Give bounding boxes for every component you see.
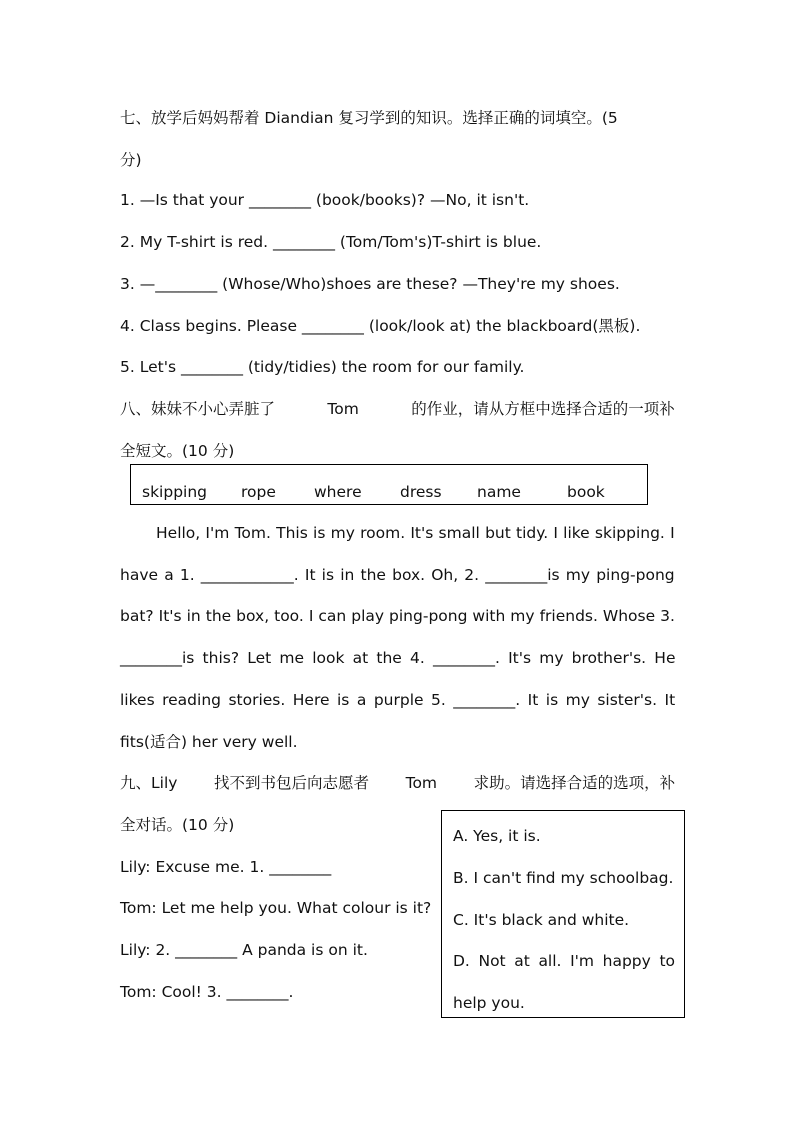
option-d-line-2: help you.	[453, 994, 525, 1012]
word-bank-box	[130, 464, 648, 505]
dialogue-line-4: Tom: Cool! 3. ________.	[120, 983, 294, 1001]
passage-line-4: ________is this? Let me look at the 4. ________. It's my brother's. He	[120, 649, 676, 667]
passage-line-1: Hello, I'm Tom. This is my room. It's small but tidy. I like skipping. I	[156, 524, 675, 542]
word-bank-word: book	[567, 483, 605, 501]
word-bank-word: where	[314, 483, 362, 501]
section-8-heading-line-2: 全短文。(10 分)	[120, 442, 235, 460]
word-bank-word: skipping	[142, 483, 208, 501]
option-c: C. It's black and white.	[453, 911, 630, 929]
passage-line-5: likes reading stories. Here is a purple 5. ________. It is my sister's. It	[120, 691, 676, 709]
passage-line-2: have a 1. ____________. It is in the box. Oh, 2. ________is my ping-pong	[120, 566, 675, 584]
word-bank-word: name	[477, 483, 521, 501]
section-9-heading-line-1: 九、Lily 找不到书包后向志愿者 Tom 求助。请选择合适的选项，补	[120, 774, 676, 792]
dialogue-line-1: Lily: Excuse me. 1. ________	[120, 858, 332, 876]
section-9-heading-line-2: 全对话。(10 分)	[120, 816, 235, 834]
section-7-item-4: 4. Class begins. Please ________ (look/look at) the blackboard(黑板).	[120, 317, 641, 335]
section-7-item-5: 5. Let's ________ (tidy/tidies) the room for our family.	[120, 358, 525, 376]
section-7-heading-line-2: 分)	[120, 151, 142, 169]
option-d-word: I'm	[570, 952, 595, 970]
dialogue-line-2: Tom: Let me help you. What colour is it?	[120, 899, 432, 917]
option-a: A. Yes, it is.	[453, 827, 541, 845]
passage-line-6: fits(适合) her very well.	[120, 733, 298, 751]
option-d-word: to	[659, 952, 675, 970]
option-d-line-1	[453, 951, 675, 971]
option-d-word: Not	[478, 952, 506, 970]
dialogue-line-3: Lily: 2. ________ A panda is on it.	[120, 941, 368, 959]
section-7-item-3: 3. —________ (Whose/Who)shoes are these? —They're my shoes.	[120, 275, 620, 293]
section-7-item-1: 1. —Is that your ________ (book/books)? —No, it isn't.	[120, 191, 530, 209]
section-7-heading-line-1: 七、放学后妈妈帮着 Diandian 复习学到的知识。选择正确的词填空。(5	[120, 109, 618, 127]
option-d-word: D.	[453, 952, 470, 970]
option-d-word: at	[514, 952, 530, 970]
word-bank-word: rope	[241, 483, 276, 501]
section-7-item-2: 2. My T-shirt is red. ________ (Tom/Tom's)T-shirt is blue.	[120, 233, 542, 251]
word-bank-word: dress	[400, 483, 442, 501]
options-box	[441, 810, 685, 1018]
option-b: B. I can't find my schoolbag.	[453, 869, 674, 887]
option-d-word: all.	[538, 952, 562, 970]
passage-line-3: bat? It's in the box, too. I can play ping-pong with my friends. Whose 3.	[120, 607, 675, 625]
option-d-word: happy	[602, 952, 651, 970]
section-8-heading-line-1: 八、妹妹不小心弄脏了 Tom 的作业，请从方框中选择合适的一项补	[120, 400, 675, 418]
